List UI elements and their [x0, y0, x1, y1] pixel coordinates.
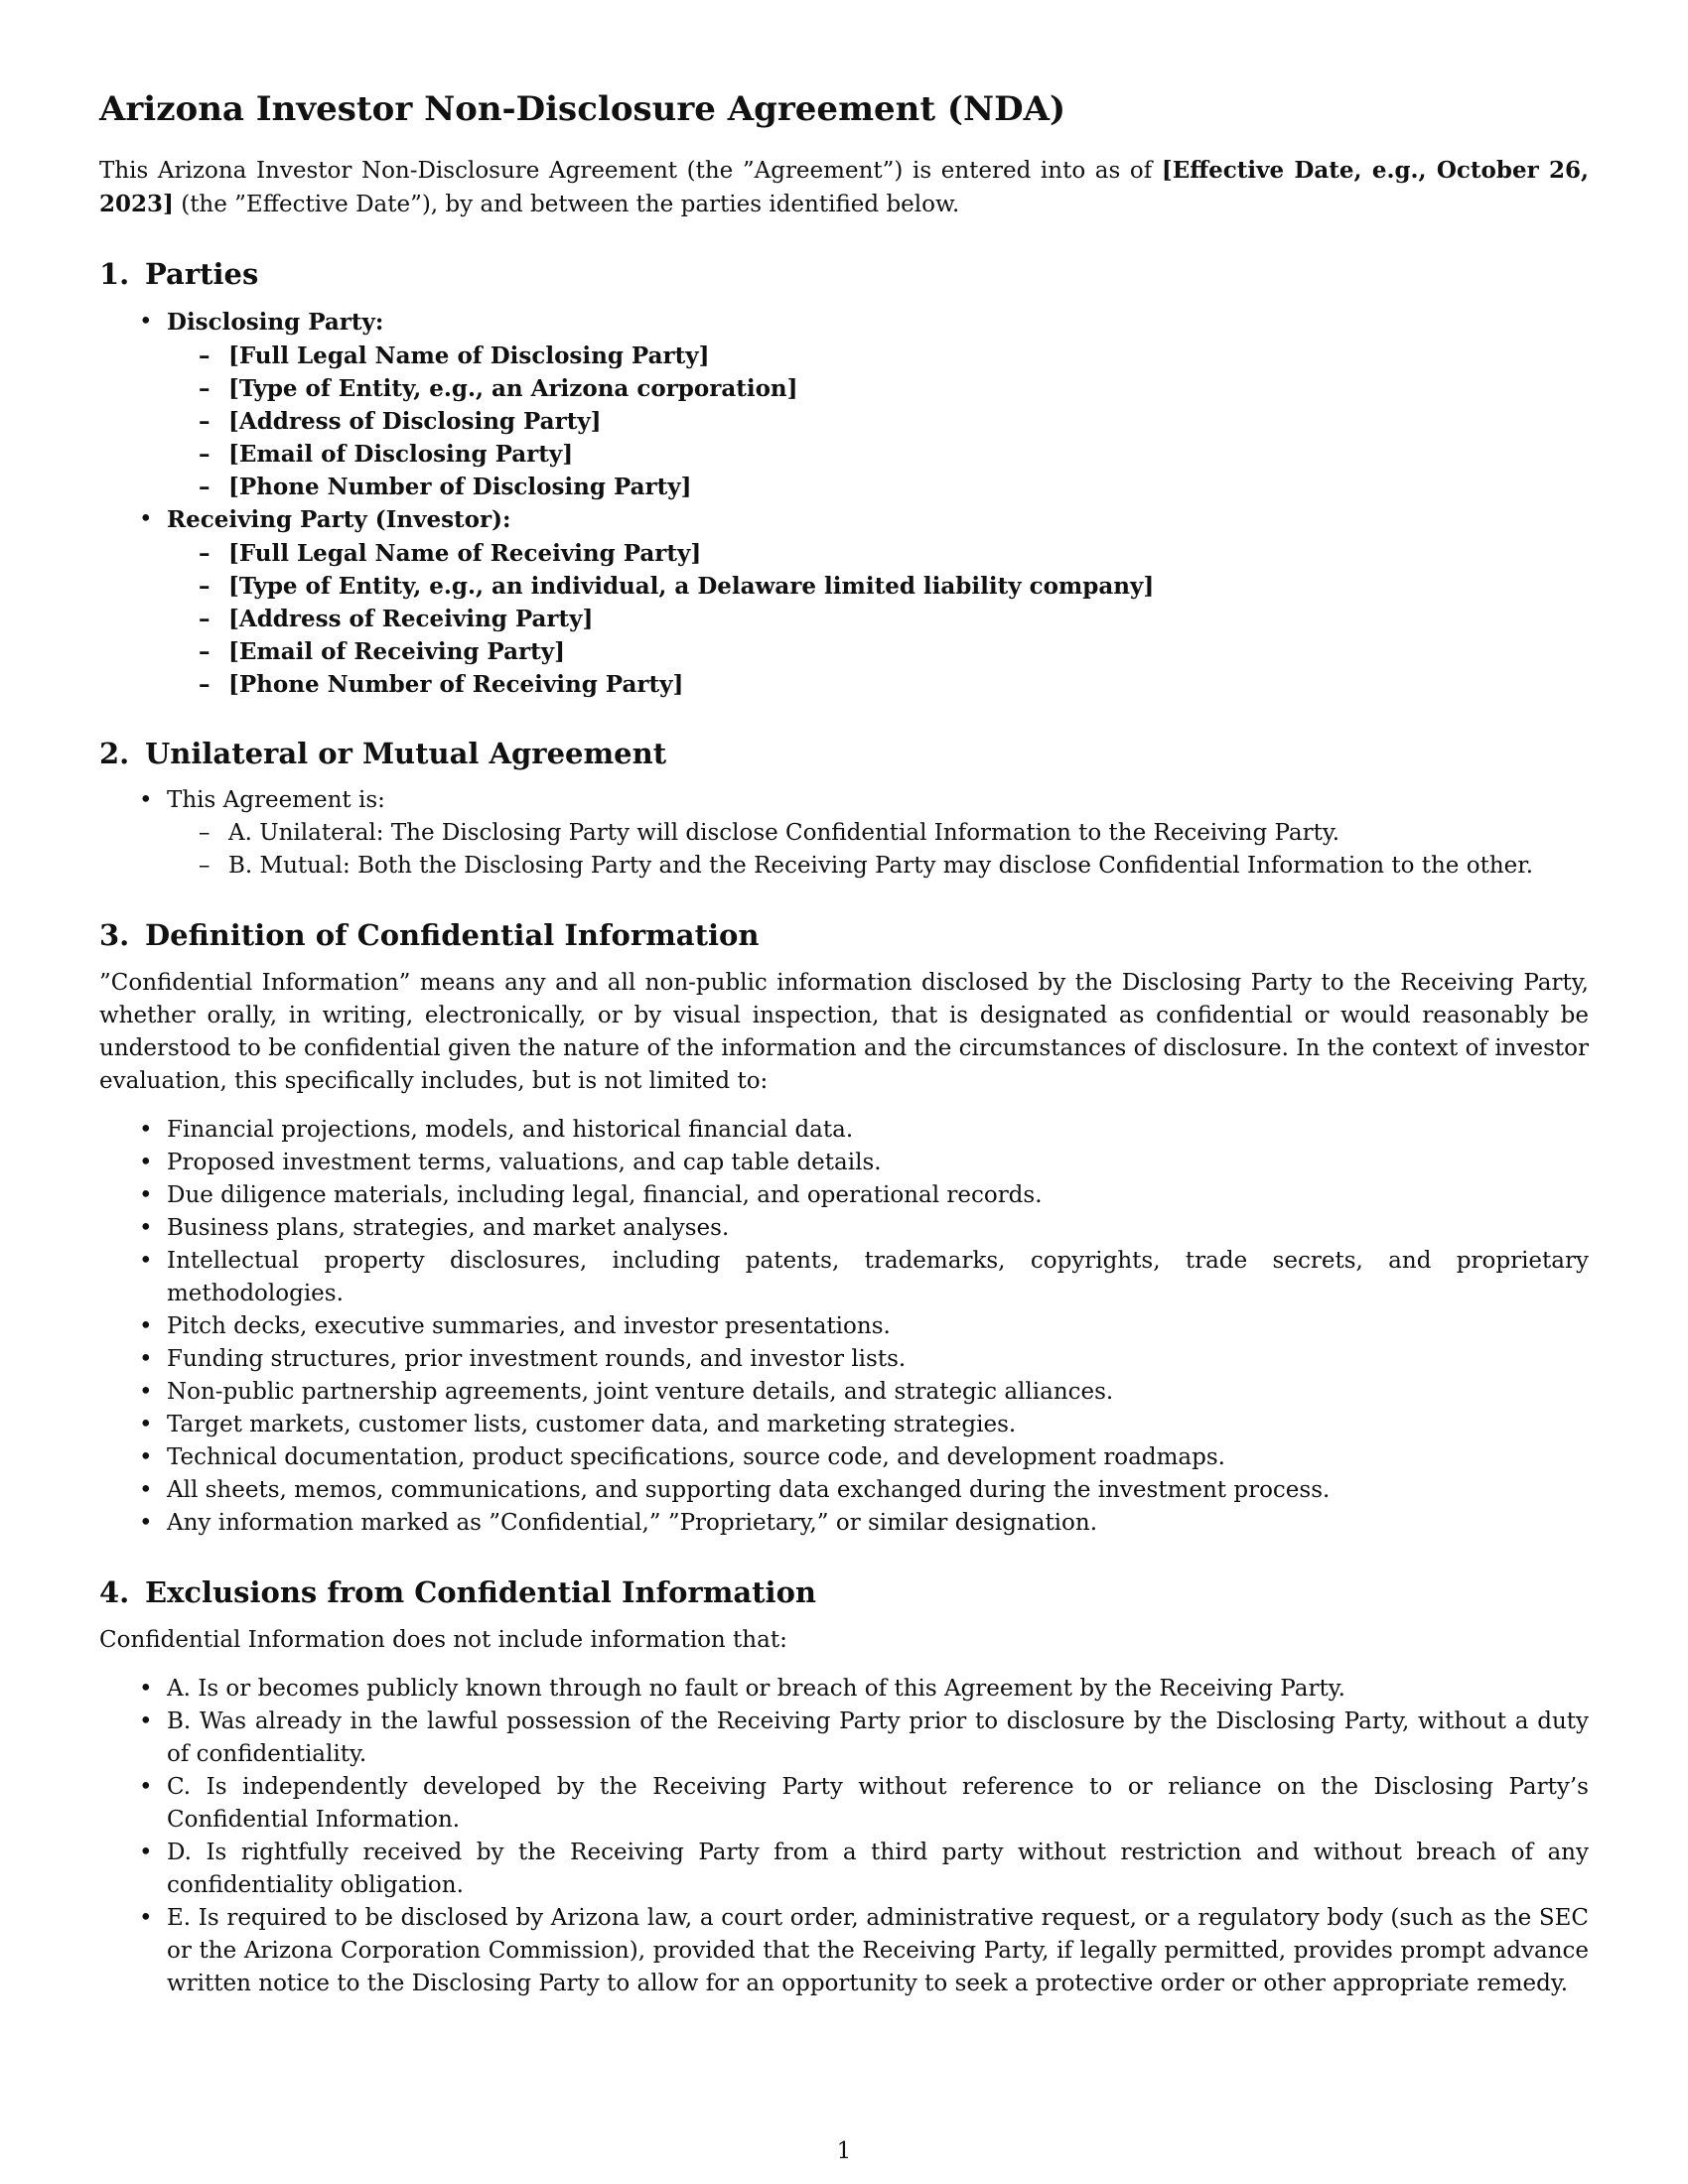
list-item: • Non-public partnership agreements, joint venture details, and strategic alliances.: [167, 1376, 1589, 1409]
list-item: • Financial projections, models, and historical financial data.: [167, 1114, 1589, 1147]
section-heading-exclusions: [99, 1575, 1589, 1610]
section-heading-definition: [99, 918, 1589, 953]
receiving-name-field: – [Full Legal Name of Receiving Party]: [228, 537, 1589, 570]
section-number: 3.: [99, 918, 130, 953]
exclusions-list: [99, 1673, 1589, 2000]
definition-paragraph: ”Confidential Information” means any and all non-public information disclosed by the Disclosing Party to the Receiving Party, whether orally, in writing, electronically, or by visual inspection, that is designated as confidential or would reasonably be understood to be confidential given the nature of the information and the circumstances of disclosure. In the context of investor evaluation, this specifically includes, but is not limited to:: [99, 970, 1589, 1095]
receiving-party-item: [167, 503, 1589, 701]
disclosing-entity-field: – [Type of Entity, e.g., an Arizona corporation]: [228, 372, 1589, 405]
section-title: Unilateral or Mutual Agreement: [145, 736, 667, 770]
page-number: 1: [836, 2138, 852, 2164]
disclosing-name-field: – [Full Legal Name of Disclosing Party]: [228, 340, 1589, 372]
list-item: • B. Was already in the lawful possession of the Receiving Party prior to disclosure by the Disclosing Party, without a duty of confidentiality.: [167, 1706, 1589, 1771]
list-item: • D. Is rightfully received by the Receiving Party from a third party without restriction and without breach of any confidentiality obligation.: [167, 1837, 1589, 1902]
section-number: 2.: [99, 736, 130, 770]
list-item: • Intellectual property disclosures, including patents, trademarks, copyrights, trade secrets, and proprietary methodologies.: [167, 1245, 1589, 1310]
disclosing-party-item: [167, 306, 1589, 503]
agreement-type-list: [99, 784, 1589, 883]
receiving-email-field: – [Email of Receiving Party]: [228, 635, 1589, 668]
agreement-type-lead: This Agreement is:: [167, 787, 385, 814]
section-title: Definition of Confidential Information: [145, 918, 760, 953]
intro-text-after: (the ”Effective Date”), by and between the parties identified below.: [173, 191, 960, 217]
list-item: • All sheets, memos, communications, and supporting data exchanged during the investment process.: [167, 1474, 1589, 1507]
list-item: • Funding structures, prior investment rounds, and investor lists.: [167, 1343, 1589, 1376]
section-heading-parties: [99, 257, 1589, 292]
section-title: Parties: [145, 256, 259, 291]
effective-date-placeholder: [Effective Date, e.g., October 26, 2023]: [99, 156, 1589, 217]
document-page: [99, 89, 1589, 2000]
section-title: Exclusions from Confidential Information: [145, 1575, 817, 1610]
list-item: • A. Is or becomes publicly known through no fault or breach of this Agreement by the Receiving Party.: [167, 1673, 1589, 1706]
section-number: 4.: [99, 1575, 130, 1610]
parties-list: [99, 306, 1589, 701]
list-item: • Any information marked as ”Confidential,” ”Proprietary,” or similar designation.: [167, 1507, 1589, 1540]
disclosing-address-field: – [Address of Disclosing Party]: [228, 405, 1589, 438]
receiving-party-label: Receiving Party (Investor):: [167, 505, 511, 533]
list-item: • Target markets, customer lists, customer data, and marketing strategies.: [167, 1409, 1589, 1441]
list-item: • Technical documentation, product specifications, source code, and development roadmaps.: [167, 1441, 1589, 1474]
receiving-entity-field: – [Type of Entity, e.g., an individual, a Delaware limited liability company]: [228, 570, 1589, 603]
list-item: • C. Is independently developed by the Receiving Party without reference to or reliance on the Disclosing Party’s Confidential Information.: [167, 1771, 1589, 1837]
intro-paragraph: [99, 154, 1589, 221]
agreement-type-options: [167, 817, 1589, 883]
disclosing-party-fields: [167, 340, 1589, 503]
list-item: • Due diligence materials, including legal, financial, and operational records.: [167, 1179, 1589, 1212]
receiving-phone-field: – [Phone Number of Receiving Party]: [228, 668, 1589, 701]
exclusions-lead: Confidential Information does not include information that:: [99, 1626, 787, 1653]
receiving-party-fields: [167, 537, 1589, 701]
list-item: • Proposed investment terms, valuations, and cap table details.: [167, 1147, 1589, 1179]
receiving-address-field: – [Address of Receiving Party]: [228, 603, 1589, 635]
option-mutual: – B. Mutual: Both the Disclosing Party and the Receiving Party may disclose Confidential Information to the other.: [228, 850, 1589, 883]
agreement-type-item: [167, 784, 1589, 883]
section-heading-agreement-type: [99, 737, 1589, 771]
disclosing-phone-field: – [Phone Number of Disclosing Party]: [228, 471, 1589, 503]
list-item: • Business plans, strategies, and market analyses.: [167, 1212, 1589, 1245]
option-unilateral: – A. Unilateral: The Disclosing Party will disclose Confidential Information to the Receiving Party.: [228, 817, 1589, 850]
disclosing-party-label: Disclosing Party:: [167, 308, 384, 336]
section-number: 1.: [99, 256, 130, 291]
list-item: • Pitch decks, executive summaries, and investor presentations.: [167, 1310, 1589, 1343]
list-item: • E. Is required to be disclosed by Arizona law, a court order, administrative request, or a regulatory body (such as the SEC or the Arizona Corporation Commission), provided that the Receiving Party, if legally permitted, provides prompt advance written notice to the Disclosing Party to allow for an opportunity to seek a protective order or other appropriate remedy.: [167, 1902, 1589, 2000]
disclosing-email-field: – [Email of Disclosing Party]: [228, 438, 1589, 471]
document-title: Arizona Investor Non-Disclosure Agreement (NDA): [99, 89, 1066, 129]
intro-text-before: This Arizona Investor Non-Disclosure Agreement (the ”Agreement”) is entered into as of: [99, 157, 1162, 184]
definition-list: [99, 1114, 1589, 1540]
